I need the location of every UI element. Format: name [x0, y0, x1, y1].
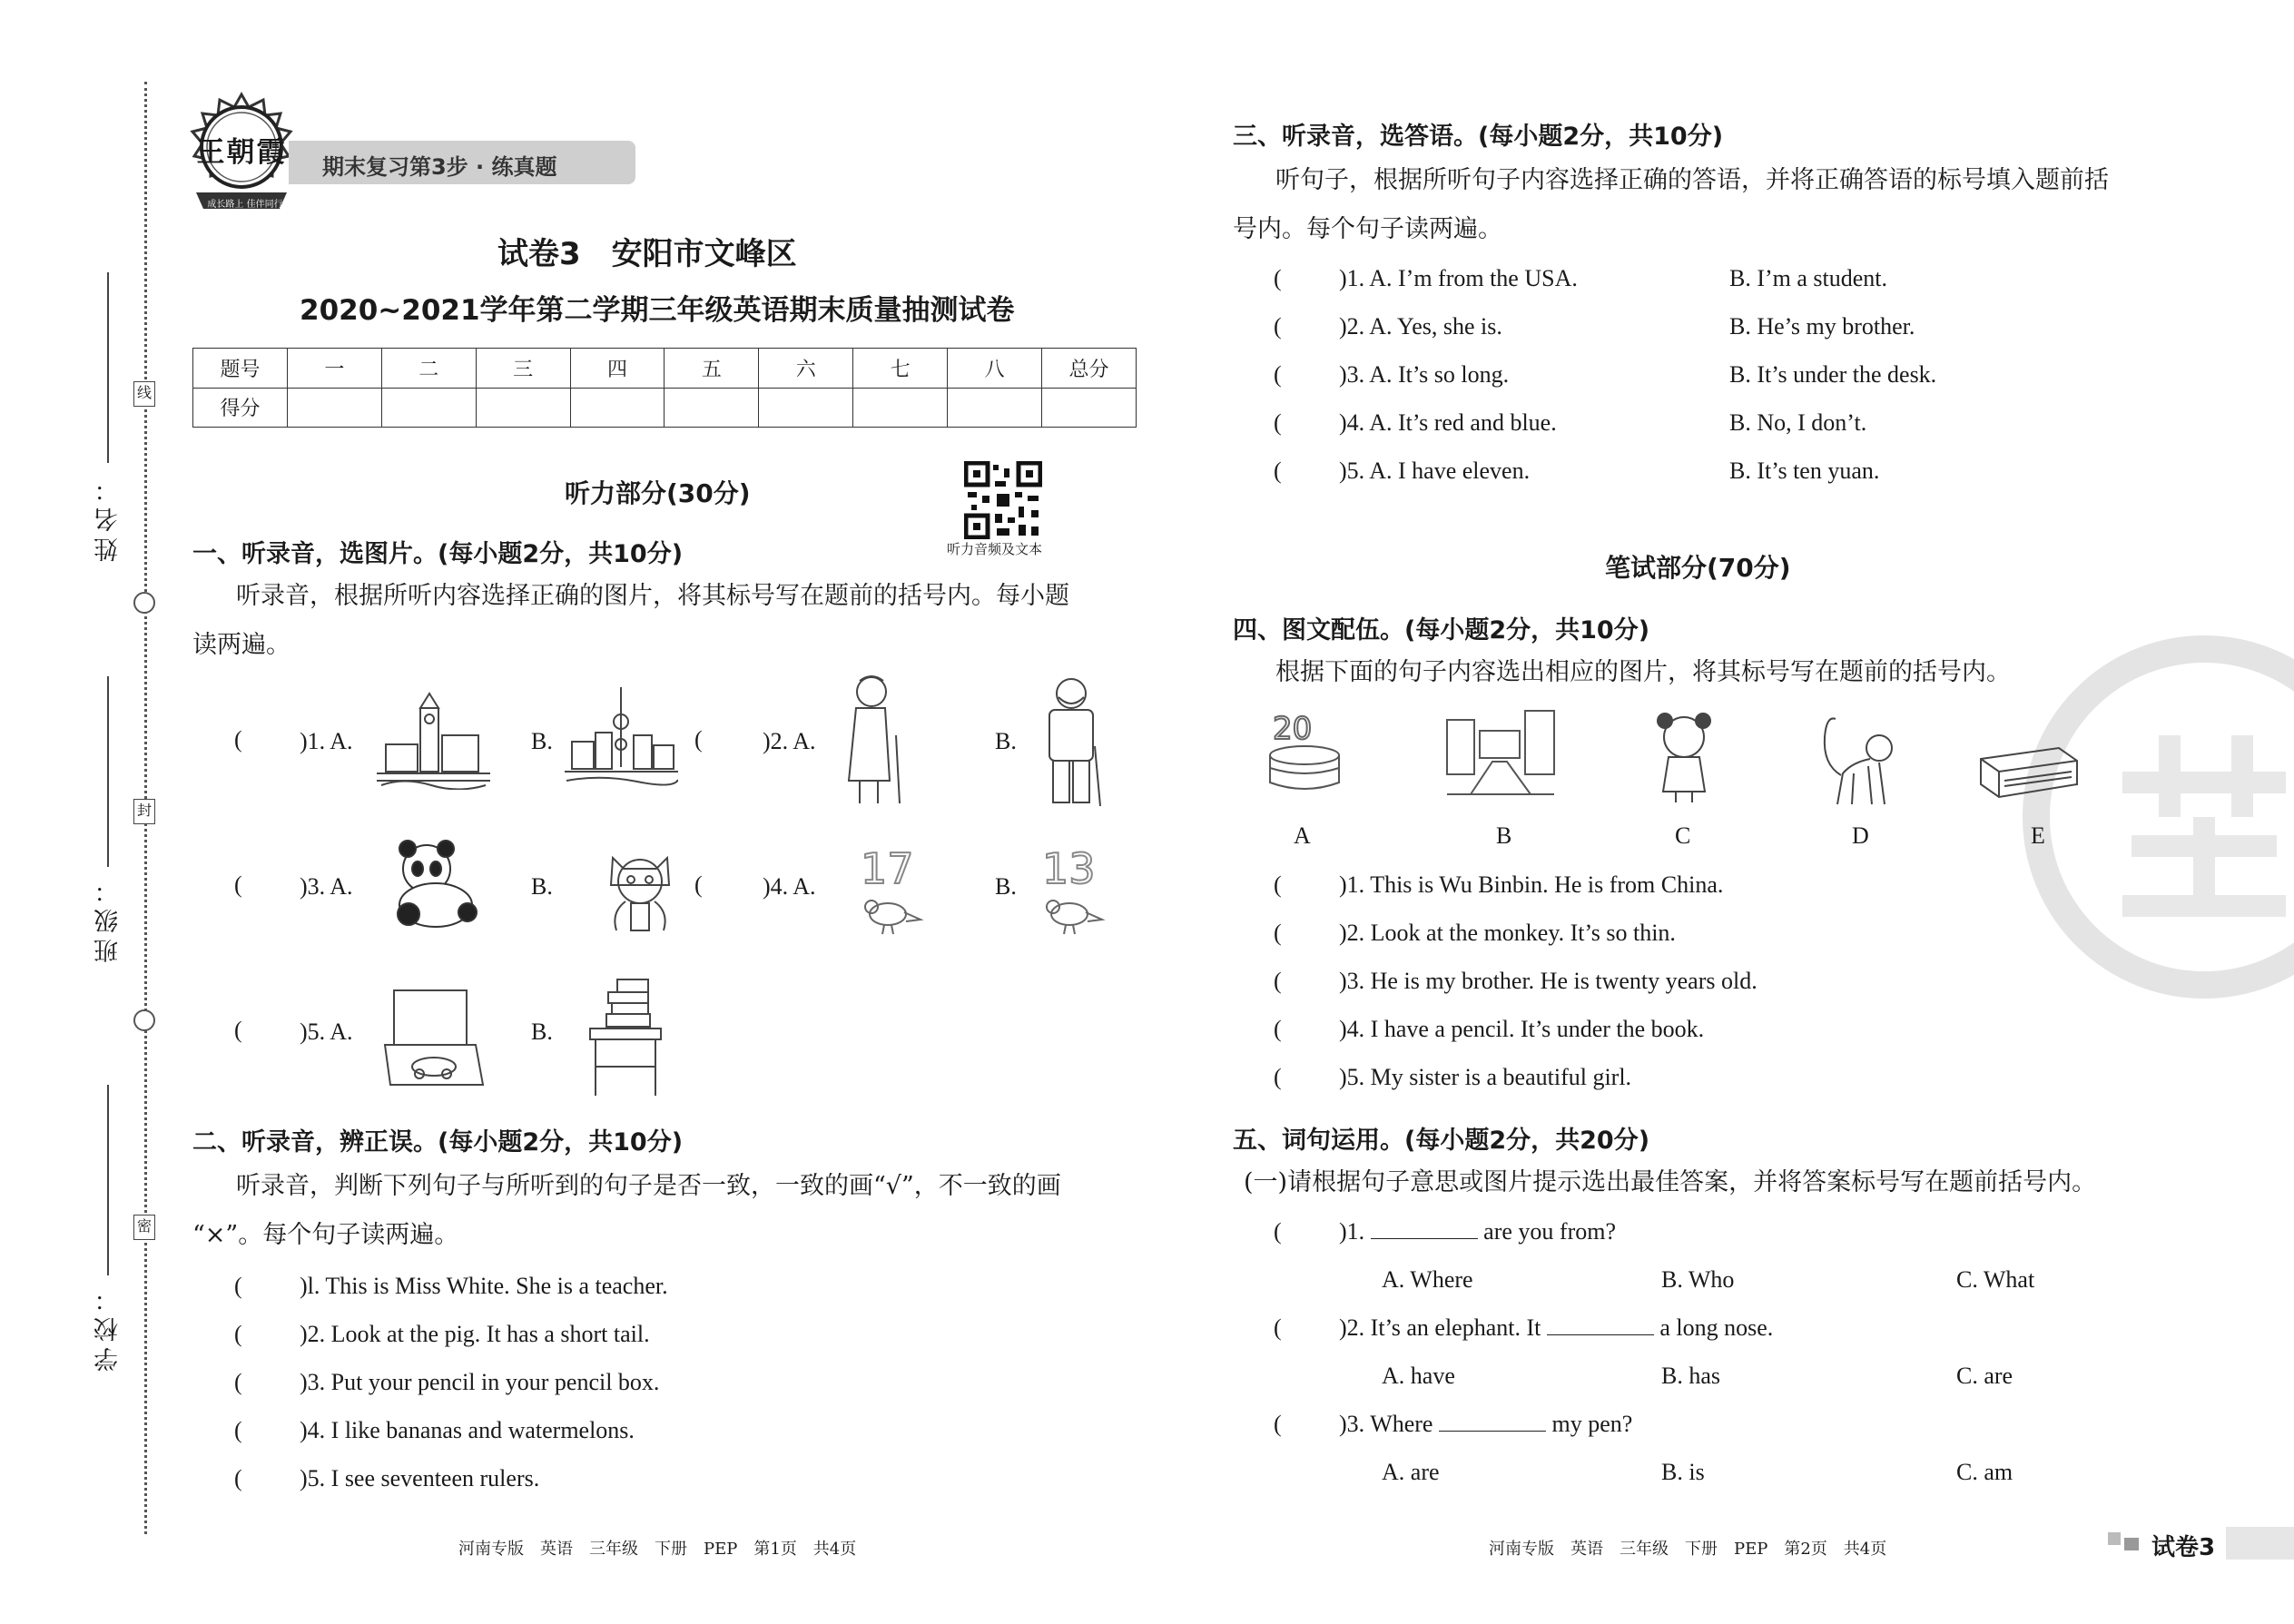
answer-paren[interactable]: ( — [1274, 968, 1282, 994]
part2-item: )5. I see seventeen rulers. — [300, 1465, 540, 1491]
part4-item: )4. I have a pencil. It’s under the book. — [1339, 1016, 1705, 1042]
part5-heading: 五、词句运用。(每小题2分，共20分) — [1233, 1127, 1650, 1155]
bird-thirteen-icon — [1035, 840, 1108, 948]
answer-paren[interactable]: ( — [234, 1465, 242, 1491]
part3-option-b: B. No, I don’t. — [1729, 409, 1867, 436]
answer-paren[interactable]: ( — [234, 1273, 242, 1299]
answer-paren[interactable]: ( — [234, 1017, 242, 1043]
table-cell: 五 — [665, 349, 759, 389]
part1-instruction-1: 听录音，根据所听内容选择正确的图片，将其标号写在题前的括号内。每小题 — [236, 582, 1069, 610]
svg-text:20: 20 — [1273, 711, 1313, 747]
footer-left: 河南专版 英语 三年级 下册 PEP 第1页 共4页 — [458, 1540, 857, 1559]
answer-paren[interactable]: ( — [1274, 458, 1282, 484]
part5-question — [1339, 1218, 1616, 1245]
grandmother-icon — [840, 672, 908, 812]
class-label: 班级： — [94, 873, 123, 963]
table-cell: 题号 — [193, 349, 288, 389]
score-cell[interactable] — [570, 388, 665, 428]
answer-paren[interactable]: ( — [1274, 920, 1282, 946]
question-prefix: )2. It’s an elephant. It — [1339, 1314, 1547, 1341]
answer-paren[interactable]: ( — [1274, 409, 1282, 436]
seal-char: 线 — [133, 381, 155, 407]
header-badge: 期末复习第3步 · 练真题 — [322, 154, 557, 180]
picture-label: E — [2031, 822, 2045, 849]
option-b: B. has — [1661, 1363, 1720, 1389]
option-label: B. — [531, 873, 553, 900]
monkey-icon — [1816, 710, 1902, 813]
score-cell[interactable] — [476, 388, 570, 428]
question-suffix: a long nose. — [1653, 1314, 1774, 1341]
part3-option-a: )3. A. It’s so long. — [1339, 361, 1510, 388]
class-line — [107, 676, 109, 867]
listening-heading: 听力部分(30分) — [565, 478, 751, 508]
part4-item: )3. He is my brother. He is twenty years old. — [1339, 968, 1757, 994]
table-cell: 二 — [381, 349, 476, 389]
question-prefix: )3. Where — [1339, 1411, 1439, 1437]
part1-instruction-2: 读两遍。 — [192, 631, 290, 659]
logo-text: 王朝霞 — [196, 136, 287, 169]
score-cell[interactable] — [853, 388, 948, 428]
table-cell: 八 — [948, 349, 1042, 389]
part2-item: )2. Look at the pig. It has a short tail. — [300, 1321, 650, 1347]
part2-instruction-1: 听录音，判断下列句子与所听到的句子是否一致，一致的画“√”，不一致的画 — [236, 1172, 1061, 1200]
score-cell[interactable] — [287, 388, 381, 428]
question-number: )4. A. — [763, 873, 816, 900]
name-label: 姓名： — [94, 472, 123, 562]
table-cell: 得分 — [193, 388, 288, 428]
score-cell[interactable] — [948, 388, 1042, 428]
part3-option-b: B. He’s my brother. — [1729, 313, 1915, 340]
footer-tag: 试卷3 — [2151, 1534, 2216, 1561]
question-number: )3. A. — [300, 873, 353, 900]
seal-char: 封 — [133, 799, 155, 824]
answer-paren[interactable]: ( — [234, 1369, 242, 1395]
part2-item: )l. This is Miss White. She is a teacher. — [300, 1273, 668, 1299]
table-cell: 四 — [570, 349, 665, 389]
table-cell: 总分 — [1042, 349, 1137, 389]
birthday-cake-icon — [1264, 708, 1345, 802]
option-a: A. are — [1382, 1459, 1440, 1485]
blank-line[interactable] — [1547, 1334, 1654, 1335]
qr-code-icon[interactable] — [964, 461, 1042, 539]
picture-label: A — [1294, 822, 1311, 849]
part4-item: )2. Look at the monkey. It’s so thin. — [1339, 920, 1676, 946]
answer-paren[interactable]: ( — [1274, 871, 1282, 898]
option-c: C. What — [1956, 1266, 2035, 1293]
score-cell[interactable] — [1042, 388, 1137, 428]
picture-label: B — [1496, 822, 1512, 849]
score-table-score-row — [193, 388, 1137, 428]
option-label: B. — [531, 1019, 553, 1045]
table-cell: 三 — [476, 349, 570, 389]
score-table-header-row — [193, 349, 1137, 389]
option-b: B. is — [1661, 1459, 1705, 1485]
school-label: 学校： — [94, 1282, 123, 1372]
binding-hole-icon — [133, 1009, 155, 1031]
girl-icon — [1652, 710, 1716, 809]
street-scene-icon — [1443, 704, 1557, 802]
svg-text:17: 17 — [861, 844, 914, 893]
bird-seventeen-icon — [853, 840, 926, 948]
part3-option-a: )2. A. Yes, she is. — [1339, 313, 1502, 340]
part4-instruction: 根据下面的句子内容选出相应的图片，将其标号写在题前的括号内。 — [1275, 658, 2011, 686]
question-suffix: my pen? — [1545, 1411, 1633, 1437]
part3-option-a: )5. A. I have eleven. — [1339, 458, 1531, 484]
answer-paren[interactable]: ( — [1274, 1314, 1282, 1341]
cat-icon — [604, 849, 676, 939]
picture-label: D — [1852, 822, 1869, 849]
part2-heading: 二、听录音，辨正误。(每小题2分，共10分) — [192, 1128, 684, 1156]
part2-item: )3. Put your pencil in your pencil box. — [300, 1369, 660, 1395]
answer-paren[interactable]: ( — [1274, 361, 1282, 388]
part3-option-b: B. I’m a student. — [1729, 265, 1888, 291]
secret-watermark-icon — [2023, 635, 2294, 999]
answer-paren[interactable]: ( — [234, 871, 242, 898]
question-number: )2. A. — [763, 728, 816, 754]
car-in-box-icon — [381, 985, 486, 1097]
part3-heading: 三、听录音，选答语。(每小题2分，共10分) — [1233, 123, 1724, 151]
picture-label: C — [1675, 822, 1691, 849]
score-cell[interactable] — [759, 388, 853, 428]
grandfather-icon — [1035, 674, 1108, 813]
answer-paren[interactable]: ( — [1274, 1411, 1282, 1437]
city-tower-icon — [565, 685, 678, 793]
footer-square-icon — [2108, 1532, 2121, 1545]
part3-instruction-1: 听句子，根据所听句子内容选择正确的答语，并将正确答语的标号填入题前括 — [1275, 166, 2109, 194]
svg-text:13: 13 — [1042, 844, 1096, 893]
answer-paren[interactable]: ( — [1274, 1064, 1282, 1090]
option-c: C. are — [1956, 1363, 2013, 1389]
footer-square-icon — [2124, 1538, 2139, 1550]
part3-instruction-2: 号内。每个句子读两遍。 — [1233, 215, 1502, 243]
london-skyline-icon — [377, 690, 490, 793]
blank-line[interactable] — [1439, 1431, 1546, 1432]
option-label: B. — [995, 728, 1017, 754]
score-cell[interactable] — [665, 388, 759, 428]
panda-icon — [386, 840, 481, 934]
part1-heading: 一、听录音，选图片。(每小题2分，共10分) — [192, 540, 684, 568]
table-cell: 一 — [287, 349, 381, 389]
option-a: A. have — [1382, 1363, 1455, 1389]
question-suffix: are you from? — [1477, 1218, 1616, 1245]
answer-paren[interactable]: ( — [694, 726, 703, 753]
seal-char: 密 — [133, 1215, 155, 1240]
part2-item: )4. I like bananas and watermelons. — [300, 1417, 635, 1443]
table-cell: 七 — [853, 349, 948, 389]
answer-paren[interactable]: ( — [694, 871, 703, 898]
part4-item: )1. This is Wu Binbin. He is from China. — [1339, 871, 1724, 898]
book-icon — [1977, 744, 2082, 807]
option-a: A. Where — [1382, 1266, 1473, 1293]
question-number: )1. A. — [300, 728, 353, 754]
part3-option-a: )1. A. I’m from the USA. — [1339, 265, 1578, 291]
name-line — [107, 272, 109, 463]
part2-instruction-2: “×”。每个句子读两遍。 — [192, 1221, 459, 1249]
question-number: )5. A. — [300, 1019, 353, 1045]
score-table — [192, 348, 1137, 428]
answer-paren[interactable]: ( — [234, 1321, 242, 1347]
option-label: B. — [531, 728, 553, 754]
part3-option-a: )4. A. It’s red and blue. — [1339, 409, 1557, 436]
table-cell: 六 — [759, 349, 853, 389]
written-heading: 笔试部分(70分) — [1605, 553, 1791, 583]
page-title: 试卷3 安阳市文峰区 — [497, 236, 797, 272]
option-b: B. Who — [1661, 1266, 1735, 1293]
part4-item: )5. My sister is a beautiful girl. — [1339, 1064, 1632, 1090]
school-line — [107, 1085, 109, 1275]
qr-caption: 听力音频及文本 — [947, 541, 1043, 557]
answer-paren[interactable]: ( — [1274, 265, 1282, 291]
page-subtitle: 2020~2021学年第二学期三年级英语期末质量抽测试卷 — [300, 294, 1015, 327]
option-label: B. — [995, 873, 1017, 900]
part3-option-b: B. It’s under the desk. — [1729, 361, 1937, 388]
option-c: C. am — [1956, 1459, 2013, 1485]
answer-paren[interactable]: ( — [1274, 1016, 1282, 1042]
answer-paren[interactable]: ( — [1274, 1218, 1282, 1245]
answer-paren[interactable]: ( — [234, 1417, 242, 1443]
logo-slogan: 成长路上 佳伴同行 — [207, 200, 283, 210]
blank-line[interactable] — [1371, 1238, 1478, 1239]
question-prefix: )1. — [1339, 1218, 1371, 1245]
answer-paren[interactable]: ( — [1274, 313, 1282, 340]
score-cell[interactable] — [381, 388, 476, 428]
part3-option-b: B. It’s ten yuan. — [1729, 458, 1880, 484]
binding-hole-icon — [133, 592, 155, 614]
books-on-chair-icon — [581, 976, 667, 1102]
part4-heading: 四、图文配伍。(每小题2分，共10分) — [1233, 616, 1650, 645]
part5-sub-heading: (一)请根据句子意思或图片提示选出最佳答案，并将答案标号写在题前括号内。 — [1244, 1168, 2097, 1196]
answer-paren[interactable]: ( — [234, 726, 242, 753]
footer-right: 河南专版 英语 三年级 下册 PEP 第2页 共4页 — [1489, 1540, 1887, 1559]
part5-question — [1339, 1314, 1773, 1342]
part5-question — [1339, 1411, 1632, 1438]
footer-bar — [2226, 1527, 2294, 1560]
